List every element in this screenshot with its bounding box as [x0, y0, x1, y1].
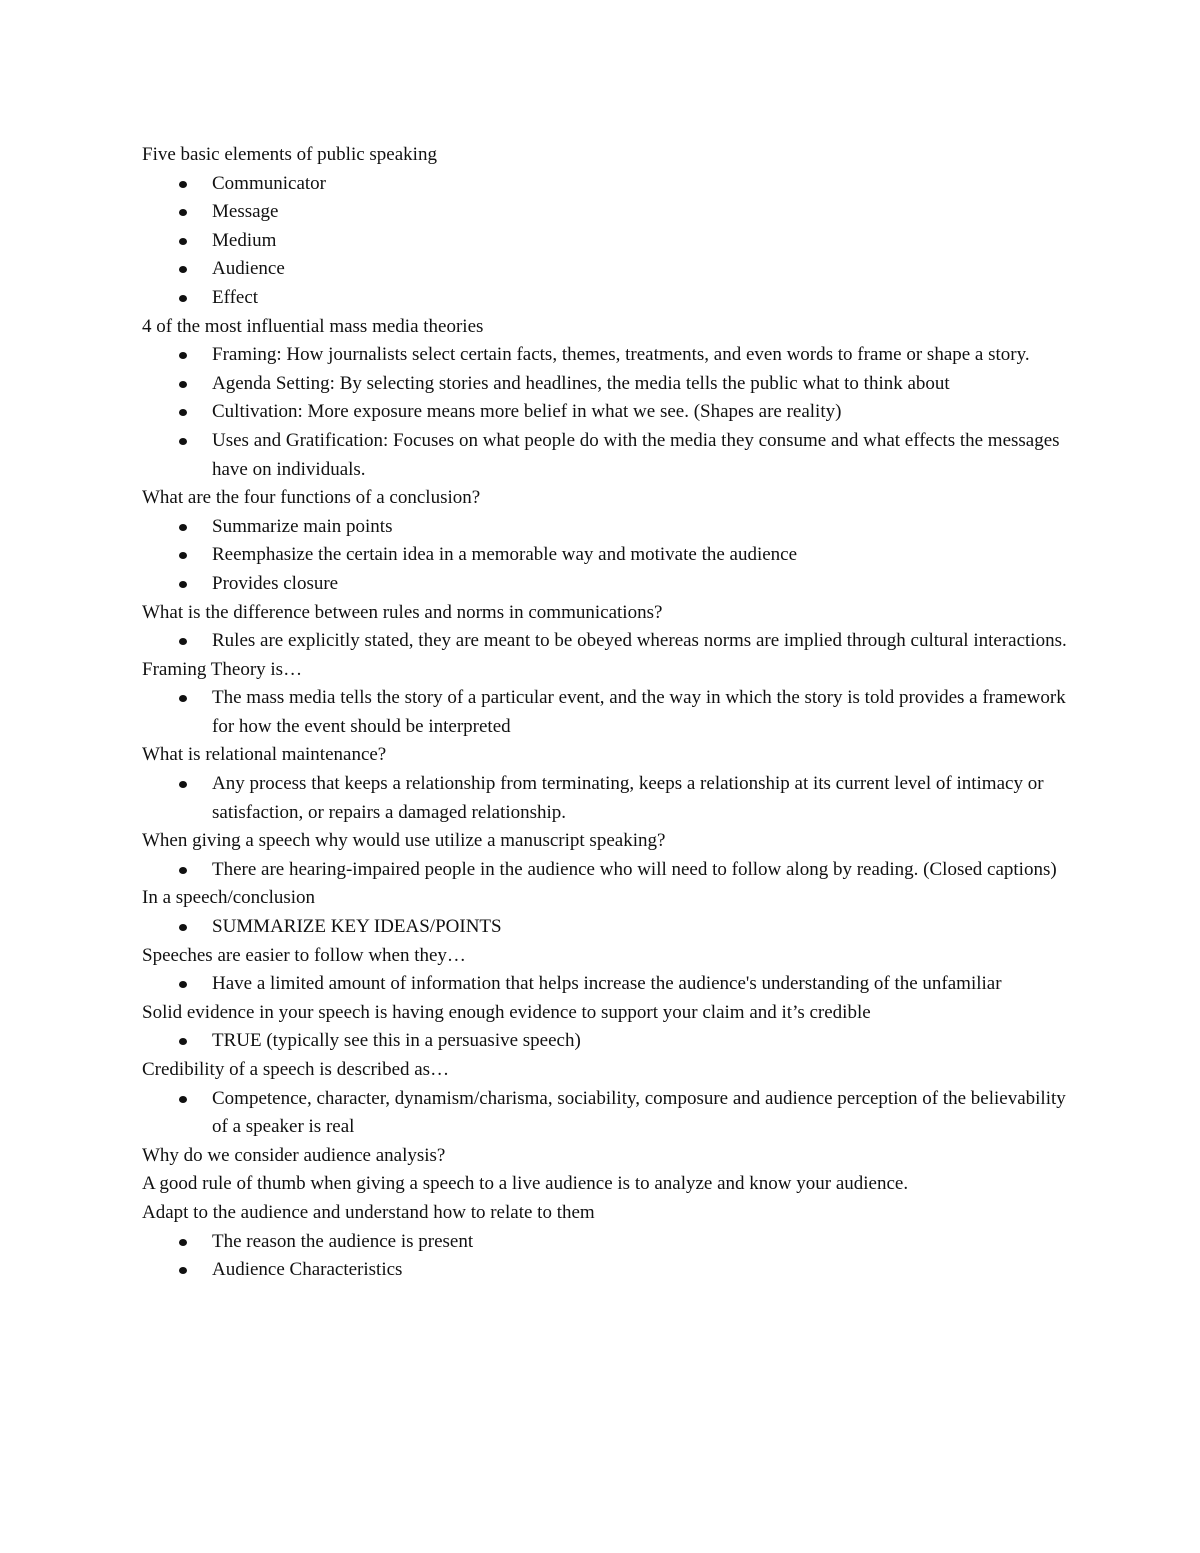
list-item	[212, 1085, 1072, 1142]
list-item	[212, 1027, 1072, 1056]
bullet-icon	[179, 695, 187, 702]
bullet-icon	[179, 352, 187, 359]
bullet-icon	[179, 409, 187, 416]
list-item	[212, 255, 1072, 284]
section-heading: 4 of the most influential mass media theories	[142, 315, 484, 337]
list-item	[212, 513, 1072, 542]
list-item-text: Summarize main points	[212, 515, 393, 537]
list-item	[212, 541, 1072, 570]
list-item	[212, 398, 1072, 427]
bullet-icon	[179, 1038, 187, 1045]
bullet-icon	[179, 1267, 187, 1274]
list-item-text: Framing: How journalists select certain facts, themes, treatments, and even words to frame or shape a story.	[212, 344, 1030, 366]
bullet-icon	[179, 581, 187, 588]
list-item	[212, 627, 1072, 656]
list-item-text: SUMMARIZE KEY IDEAS/POINTS	[212, 916, 502, 938]
bullet-list	[142, 1027, 1072, 1056]
bullet-list	[142, 341, 1072, 484]
bullet-icon	[179, 181, 187, 188]
list-item-text: Message	[212, 201, 279, 223]
list-item	[212, 570, 1072, 599]
list-item	[212, 284, 1072, 313]
bullet-icon	[179, 266, 187, 273]
list-item	[212, 427, 1072, 484]
document-page	[142, 141, 1072, 1285]
list-item-text: The reason the audience is present	[212, 1230, 474, 1252]
bullet-icon	[179, 981, 187, 988]
list-item-text: Cultivation: More exposure means more belief in what we see. (Shapes are reality)	[212, 401, 842, 423]
section-heading: What is the difference between rules and norms in communications?	[142, 601, 663, 623]
bullet-list	[142, 627, 1072, 656]
bullet-icon	[179, 1239, 187, 1246]
section-heading: Solid evidence in your speech is having enough evidence to support your claim and it’s credible	[142, 1001, 871, 1023]
list-item	[212, 970, 1072, 999]
bullet-list	[142, 1228, 1072, 1285]
bullet-list	[142, 170, 1072, 313]
bullet-list	[142, 513, 1072, 599]
list-item-text: TRUE (typically see this in a persuasive speech)	[212, 1030, 581, 1052]
list-item	[212, 227, 1072, 256]
list-item-text: Rules are explicitly stated, they are meant to be obeyed whereas norms are implied through cultural interactions.	[212, 630, 1067, 652]
bullet-icon	[179, 381, 187, 388]
list-item	[212, 684, 1072, 741]
bullet-icon	[179, 781, 187, 788]
section-heading: Speeches are easier to follow when they…	[142, 944, 466, 966]
bullet-list	[142, 684, 1072, 741]
list-item-text: Uses and Gratification: Focuses on what people do with the media they consume and what effects the messages have on individuals.	[212, 429, 1060, 480]
bullet-list	[142, 913, 1072, 942]
list-item	[212, 913, 1072, 942]
bullet-list	[142, 770, 1072, 827]
section-heading: Credibility of a speech is described as…	[142, 1059, 450, 1080]
bullet-icon	[179, 924, 187, 931]
section-heading: Five basic elements of public speaking	[142, 144, 437, 165]
section-heading: When giving a speech why would use utilize a manuscript speaking?	[142, 830, 666, 852]
list-item	[212, 170, 1072, 199]
section-heading: Framing Theory is…	[142, 658, 303, 680]
bullet-icon	[179, 209, 187, 216]
bullet-list	[142, 970, 1072, 999]
section-heading: In a speech/conclusion	[142, 887, 316, 909]
list-item-text: Effect	[212, 286, 259, 308]
list-item-text: Communicator	[212, 172, 326, 194]
list-item	[212, 1228, 1072, 1257]
list-item-text: Competence, character, dynamism/charisma, sociability, composure and audience perception of the believability of a speaker is real	[212, 1087, 1066, 1138]
list-item-text: Audience Characteristics	[212, 1259, 403, 1281]
bullet-icon	[179, 295, 187, 302]
list-item-text: Agenda Setting: By selecting stories and headlines, the media tells the public what to think about	[212, 372, 950, 394]
bullet-icon	[179, 867, 187, 874]
section-heading: A good rule of thumb when giving a speech to a live audience is to analyze and know your audience.	[142, 1173, 909, 1195]
bullet-icon	[179, 238, 187, 245]
bullet-icon	[179, 438, 187, 445]
bullet-icon	[179, 1096, 187, 1103]
list-item-text: Audience	[212, 258, 285, 280]
list-item	[212, 370, 1072, 399]
list-item-text: Provides closure	[212, 572, 339, 594]
list-item	[212, 341, 1072, 370]
list-item-text: Any process that keeps a relationship from terminating, keeps a relationship at its current level of intimacy or satisfaction, or repairs a damaged relationship.	[212, 773, 1044, 823]
bullet-icon	[179, 638, 187, 645]
list-item	[212, 1256, 1072, 1285]
bullet-icon	[179, 524, 187, 531]
list-item-text: Reemphasize the certain idea in a memorable way and motivate the audience	[212, 544, 798, 566]
section-heading: What are the four functions of a conclusion?	[142, 487, 481, 509]
section-heading: Why do we consider audience analysis?	[142, 1144, 446, 1166]
bullet-list	[142, 856, 1072, 885]
bullet-list	[142, 1085, 1072, 1142]
bullet-icon	[179, 552, 187, 559]
list-item-text: The mass media tells the story of a particular event, and the way in which the story is told provides a framework for how the event should be interpreted	[212, 687, 1066, 737]
list-item-text: Medium	[212, 229, 277, 251]
list-item	[212, 770, 1072, 827]
list-item	[212, 856, 1072, 885]
section-heading: Adapt to the audience and understand how to relate to them	[142, 1201, 595, 1223]
list-item-text: There are hearing-impaired people in the audience who will need to follow along by reading. (Closed captions)	[212, 858, 1057, 880]
list-item-text: Have a limited amount of information that helps increase the audience's understanding of the unfamiliar	[212, 973, 1002, 995]
section-heading: What is relational maintenance?	[142, 744, 387, 766]
list-item	[212, 198, 1072, 227]
